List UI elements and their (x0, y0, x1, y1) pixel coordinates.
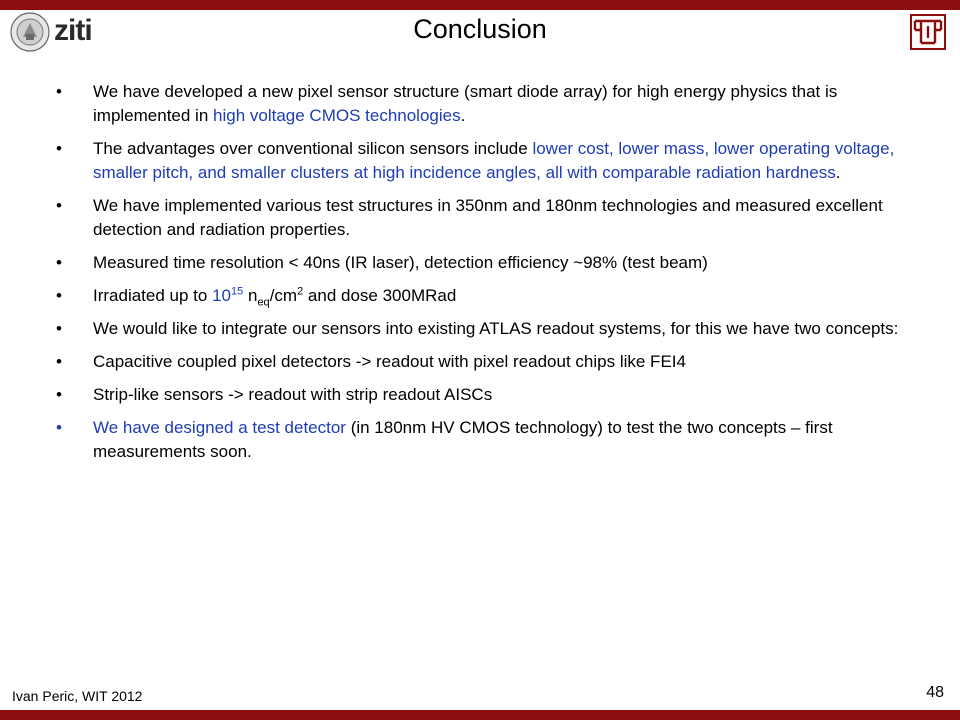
bullet-item: • Measured time resolution < 40ns (IR laser), detection efficiency ~98% (test beam) (56, 251, 906, 275)
conclusion-bullet-list (56, 80, 906, 473)
footer-author: Ivan Peric, WIT 2012 (12, 688, 143, 704)
bullet-item: • We would like to integrate our sensors into existing ATLAS readout systems, for this we have two concepts: (56, 317, 906, 341)
page-number: 48 (926, 684, 944, 701)
bullet-item: • We have implemented various test structures in 350nm and 180nm technologies and measured excellent detection and radiation properties. (56, 194, 906, 242)
bottom-accent-bar (0, 710, 960, 720)
ziti-logo-text: ziti (54, 14, 92, 47)
bullet-item: • We have developed a new pixel sensor structure (smart diode array) for high energy physics that is implemented in high voltage CMOS technologies. (56, 80, 906, 128)
institute-logo-icon (910, 14, 946, 50)
bullet-item: • Strip-like sensors -> readout with strip readout AISCs (56, 383, 906, 407)
bullet-item: • Irradiated up to $10^{15}$ $n_{eq}/cm^2$ and dose 300MRad (56, 284, 906, 308)
bullet-item: • The advantages over conventional silicon sensors include lower cost, lower mass, lower operating voltage, smaller pitch, and smaller clusters at high incidence angles, all with comparable radiation hardness. (56, 137, 906, 185)
bullet-item: • Capacitive coupled pixel detectors -> readout with pixel readout chips like FEI4 (56, 350, 906, 374)
top-accent-bar (0, 0, 960, 10)
slide-title: Conclusion (413, 14, 547, 44)
bullet-item: • We have designed a test detector (in 180nm HV CMOS technology) to test the two concepts – first measurements soon. (56, 416, 906, 464)
